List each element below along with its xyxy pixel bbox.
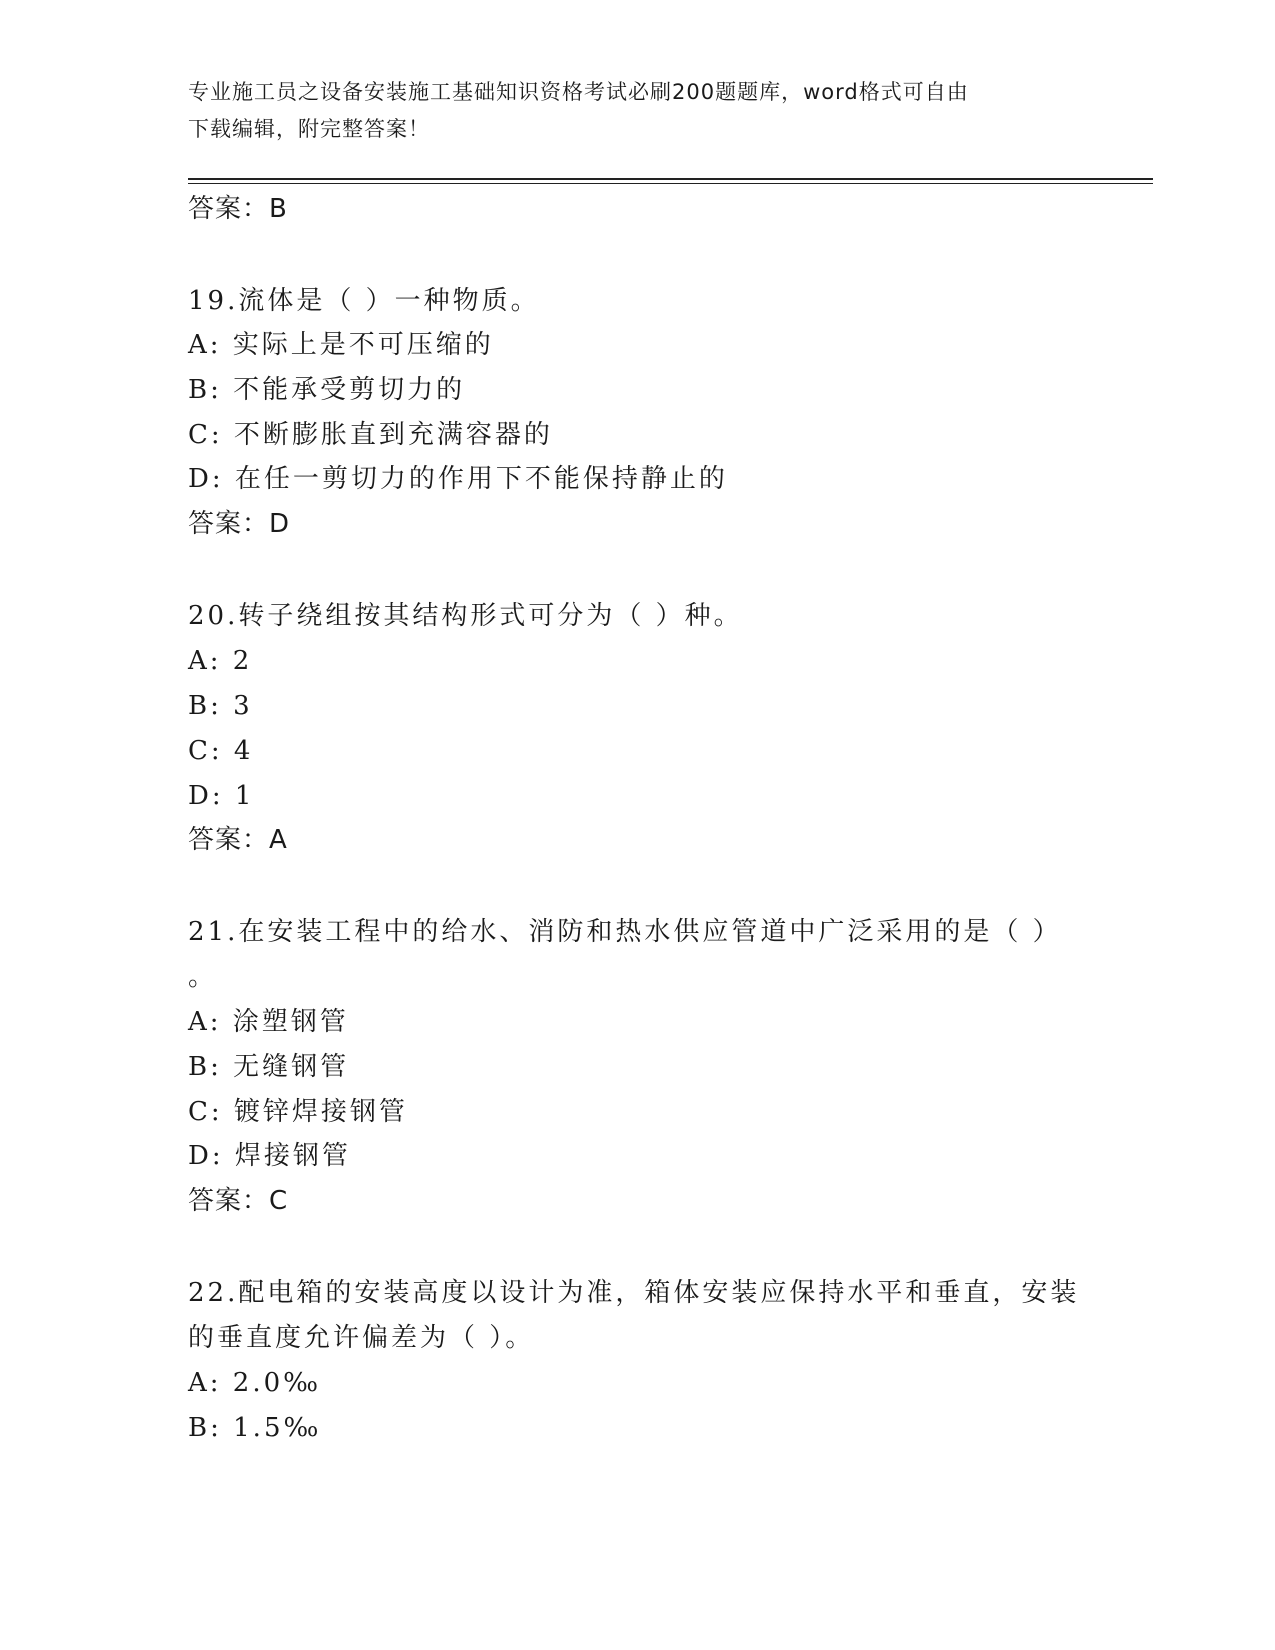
question-21-stem-continued: 。	[188, 962, 218, 992]
header-title-line-2: 下载编辑，附完整答案！	[188, 117, 430, 141]
question-20-option-a: A: 2	[188, 646, 253, 676]
question-21-option-a: A: 涂塑钢管	[188, 1007, 349, 1037]
question-19-stem: 19.流体是（ ）一种物质。	[188, 286, 540, 316]
question-21-stem: 21.在安装工程中的给水、消防和热水供应管道中广泛采用的是（ ）	[188, 917, 1062, 947]
question-19-option-c: C: 不断膨胀直到充满容器的	[188, 420, 553, 450]
question-22-option-a: A: 2.0‰	[188, 1368, 322, 1398]
question-22-stem-continued: 的垂直度允许偏差为（ ）。	[188, 1323, 535, 1353]
question-21-option-b: B: 无缝钢管	[188, 1052, 350, 1082]
question-20-option-b: B: 3	[188, 691, 253, 721]
question-20-option-c: C: 4	[188, 736, 254, 766]
question-20-option-d: D: 1	[188, 781, 255, 811]
question-19-option-d: D: 在任一剪切力的作用下不能保持静止的	[188, 464, 728, 494]
question-22-stem: 22.配电箱的安装高度以设计为准，箱体安装应保持水平和垂直，安装	[188, 1278, 1080, 1308]
question-21-option-c: C: 镀锌焊接钢管	[188, 1097, 408, 1127]
question-19-option-a: A: 实际上是不可压缩的	[188, 330, 494, 360]
header-divider	[188, 178, 1153, 184]
question-22-option-b: B: 1.5‰	[188, 1413, 322, 1443]
question-19-option-b: B: 不能承受剪切力的	[188, 375, 466, 405]
page-header	[188, 74, 1088, 148]
header-title-line-1: 专业施工员之设备安装施工基础知识资格考试必刷200题题库，word格式可自由	[188, 80, 969, 104]
question-21-option-d: D: 焊接钢管	[188, 1141, 351, 1171]
question-19-answer: 答案：D	[188, 509, 291, 539]
answer-18: 答案：B	[188, 194, 288, 224]
question-20-stem: 20.转子绕组按其结构形式可分为（ ）种。	[188, 601, 743, 631]
question-21-answer: 答案：C	[188, 1186, 289, 1216]
question-20-answer: 答案：A	[188, 825, 288, 855]
